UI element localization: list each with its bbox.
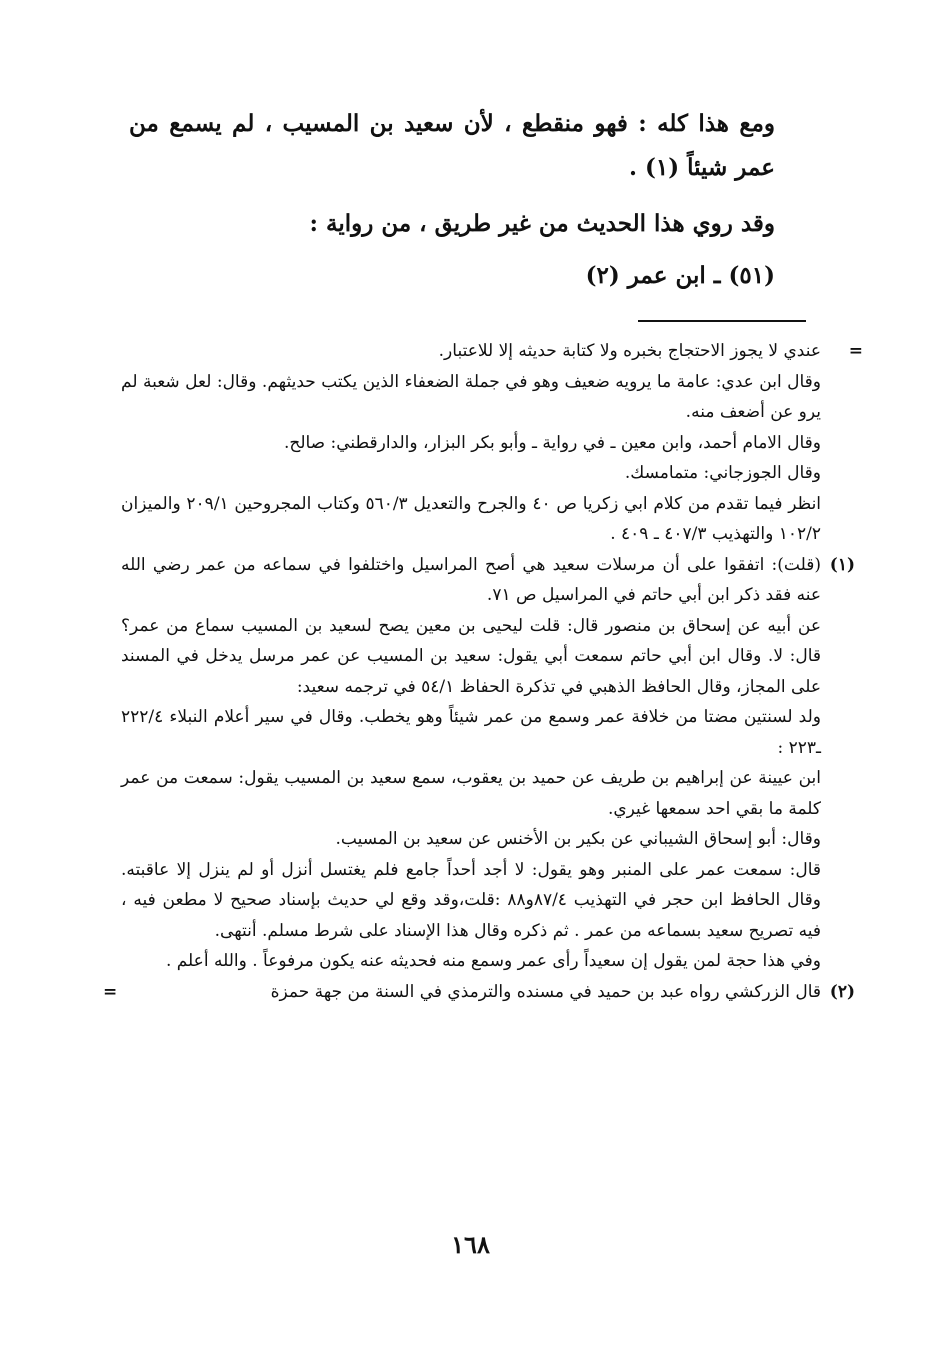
footnote-2-marker: (٢)	[829, 981, 855, 1002]
continued-footnote	[121, 336, 863, 550]
main-text-2	[129, 202, 809, 246]
footnotes	[103, 336, 863, 1007]
footnote-1-para-3: ولد لسنتين مضتا من خلافة عمر وسمع من عمر شيئاً وهو يخطب. وقال في سير أعلام النبلاء ٢٢٢/٤ ـ٢٢٣ :	[121, 707, 821, 758]
footnote-1-para-4: ابن عيينة عن إبراهيم بن طريف عن حميد بن يعقوب، سمع سعيد بن المسيب يقول: سمعت من عمر كلمة ما بقي احد سمعها غيري.	[121, 768, 821, 819]
footnote-divider	[638, 320, 806, 322]
footnote-2-text: قال الزركشي رواه عبد بن حميد في مسنده والترمذي في السنة من جهة حمزة	[270, 981, 821, 1002]
continuation-marker: =	[848, 341, 863, 361]
continued-line-3: وقال الامام أحمد، وابن معين ـ في رواية ـ وأبو بكر البزار، والدارقطني: صالح.	[283, 432, 821, 453]
main-text	[129, 102, 809, 190]
footnote-1-para-6: قال: سمعت عمر على المنبر وهو يقول: لا أجد أحداً جامع فلم يغتسل أنزل أو لم ينزل إلا عاقبته. وقال الحافظ ابن حجر في التهذيب ٨٧/٤و٨٨ :قلت،وقد وقع لي حديث بإسناد صحيح لا مطعن فيه ، فيه تصريح سعيد بسماعه من عمر . ثم ذكره وقال هذا الإسناد على شرط مسلم. أنتهى.	[121, 859, 822, 941]
continued-line-1: عندي لا يجوز الاحتجاج بخبره ولا كتابة حديثه إلا للاعتبار.	[438, 341, 821, 361]
footnote-2-continues-marker: =	[103, 981, 118, 1002]
continued-line-5: انظر فيما تقدم من كلام ابي زكريا ص ٤٠ والجرح والتعديل ٥٦٠/٣ وكتاب المجروحين ٢٠٩/١ والميزان ١٠٢/٢ والتهذيب ٤٠٧/٣ ـ ٤٠٩ .	[121, 493, 822, 544]
main-paragraph-2: وقد روي هذا الحديث من غير طريق ، من رواية :	[309, 210, 775, 237]
main-paragraph-1: ومع هذا كله : فهو منقطع ، لأن سعيد بن المسيب ، لم يسمع من عمر شيئاً (١) .	[129, 110, 775, 181]
footnote-1-para-7: وفي هذا حجة لمن يقول إن سعيداً رأى عمر وسمع منه فحديثه عنه يكون مرفوعاً . والله أعلم .	[165, 951, 821, 971]
continued-line-2: وقال ابن عدي: عامة ما يرويه ضعيف وهو في جملة الضعفاء الذين يكتب حديثهم. وقال: لعل شعبة لم يرو عن أضعف منه.	[121, 371, 821, 422]
footnote-1-marker: (١)	[829, 554, 855, 575]
footnote-2	[103, 977, 855, 1008]
footnote-1-para-2: عن أبيه عن إسحاق بن منصور قال: قلت ليحيى بن معين يصح لسعيد بن المسيب سماع من عمر؟ قال: لا. وقال ابن أبي حاتم سمعت أبي يقول: سعيد بن المسيب عن عمر مرسل يدخل في المسند على المجاز، وقال الحافظ الذهبي في تذكرة الحفاظ ٥٤/١ في ترجمه سعيد:	[121, 615, 821, 697]
footnote-1	[121, 550, 855, 977]
main-text-3	[129, 254, 809, 298]
footnote-1-para-5: وقال: أبو إسحاق الشيباني عن بكير بن الأخنس عن سعيد بن المسيب.	[335, 829, 821, 849]
continued-line-4: وقال الجوزجاني: متمامسك.	[624, 463, 821, 483]
page-number: ١٦٨	[451, 1230, 490, 1259]
footnote-1-para-1: (قلت): اتفقوا على أن مرسلات سعيد هي أصح المراسيل واختلفوا في سماعه من عمر رضي الله عنه فقد ذكر ابن أبي حاتم في المراسيل ص ٧١.	[121, 554, 821, 605]
section-heading: (٥١) ـ ابن عمر (٢)	[585, 262, 775, 289]
